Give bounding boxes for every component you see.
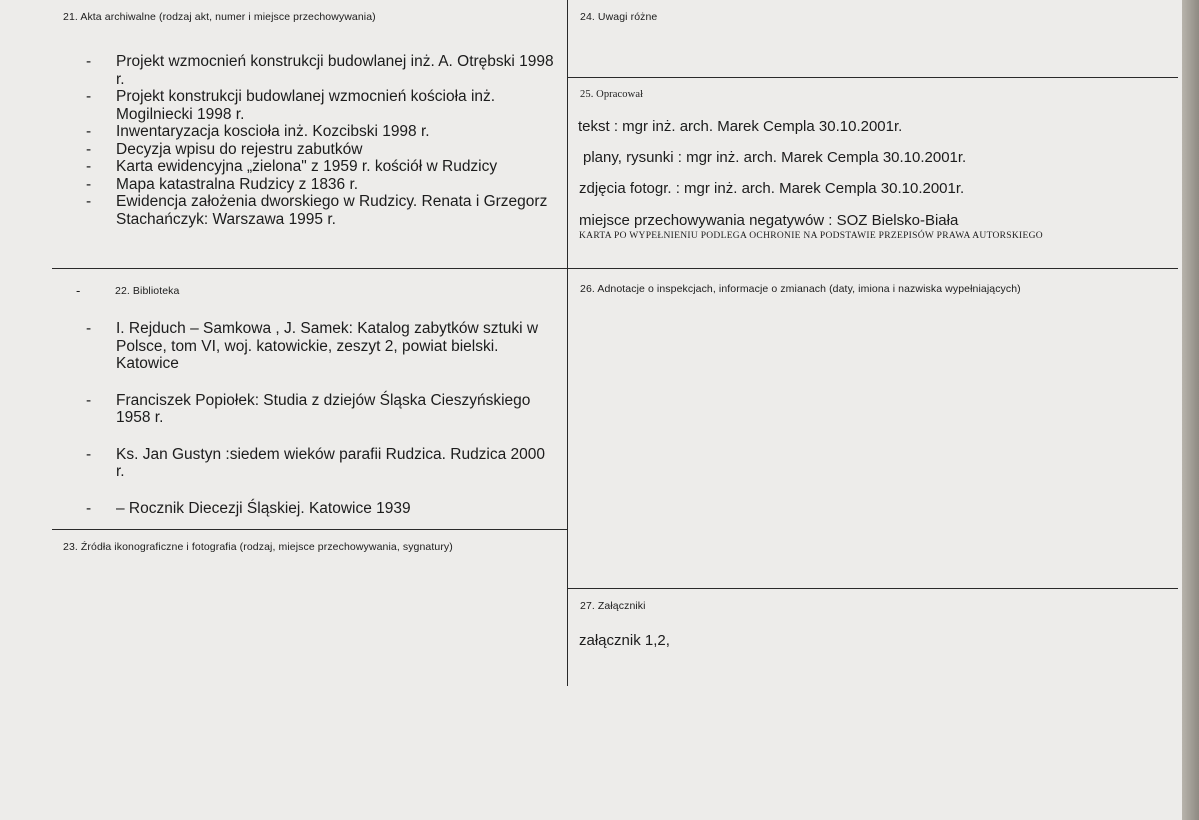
bullet-dash: - bbox=[86, 123, 92, 140]
copyright-note: KARTA PO WYPEŁNIENIU PODLEGA OCHRONIE NA PODSTAWIE PRZEPISÓW PRAWA AUTORSKIEGO bbox=[579, 231, 1043, 241]
divider-24-25 bbox=[567, 77, 1178, 78]
archival-record-item bbox=[86, 158, 556, 176]
section-27-heading: 27. Załączniki bbox=[580, 600, 646, 612]
library-item-text: Franciszek Popiołek: Studia z dziejów Śląska Cieszyńskiego 1958 r. bbox=[116, 391, 531, 426]
stray-dash: - bbox=[76, 283, 81, 298]
archival-record-item bbox=[86, 88, 556, 123]
archival-record-item bbox=[86, 141, 556, 159]
archival-records-list bbox=[86, 53, 556, 228]
library-item bbox=[86, 446, 556, 481]
library-item-text: – Rocznik Diecezji Śląskiej. Katowice 1939 bbox=[116, 499, 411, 517]
library-item bbox=[86, 320, 556, 373]
bullet-dash: - bbox=[86, 175, 92, 193]
library-item bbox=[86, 392, 556, 427]
divider-21-22 bbox=[52, 268, 1178, 269]
archival-record-item bbox=[86, 176, 556, 194]
bullet-dash: - bbox=[86, 158, 92, 175]
library-list bbox=[86, 320, 556, 536]
bullet-dash: - bbox=[86, 320, 92, 337]
negatives-storage-line: miejsce przechowywania negatywów : SOZ Bielsko-Biała bbox=[579, 212, 959, 229]
divider-26-27 bbox=[567, 588, 1178, 589]
attachments-value: załącznik 1,2, bbox=[579, 632, 670, 649]
library-item-text: I. Rejduch – Samkowa , J. Samek: Katalog zabytków sztuki w Polsce, tom VI, woj. katowickie, zeszyt 2, powiat bielski. Katowice bbox=[116, 320, 539, 372]
section-24-heading: 24. Uwagi różne bbox=[580, 11, 658, 23]
archival-record-item-text: Projekt konstrukcji budowlanej wzmocnień kościoła inż. Mogilniecki 1998 r. bbox=[116, 88, 496, 123]
bullet-dash: - bbox=[86, 499, 92, 517]
section-21-heading: 21. Akta archiwalne (rodzaj akt, numer i miejsce przechowywania) bbox=[63, 11, 376, 23]
archival-record-item bbox=[86, 123, 556, 141]
archival-record-item-text: Inwentaryzacja koscioła inż. Kozcibski 1998 r. bbox=[116, 123, 430, 140]
author-photos-line: zdjęcia fotogr. : mgr inż. arch. Marek Cempla 30.10.2001r. bbox=[579, 180, 965, 197]
archival-record-item-text: Ewidencja założenia dworskiego w Rudzicy. Renata i Grzegorz Stachańczyk: Warszawa 1995 r. bbox=[116, 193, 548, 228]
section-25-heading: 25. Opracował bbox=[580, 89, 644, 100]
archival-record-item bbox=[86, 193, 556, 228]
archival-record-item-text: Mapa katastralna Rudzicy z 1836 r. bbox=[116, 175, 359, 193]
scan-edge bbox=[1182, 0, 1199, 820]
bullet-dash: - bbox=[86, 193, 92, 210]
archival-record-item-text: Projekt wzmocnień konstrukcji budowlanej inż. A. Otrębski 1998 r. bbox=[116, 53, 554, 88]
bullet-dash: - bbox=[86, 88, 92, 105]
archival-record-item bbox=[86, 53, 556, 88]
section-22-heading: 22. Biblioteka bbox=[115, 285, 180, 297]
library-item bbox=[86, 500, 556, 518]
bullet-dash: - bbox=[86, 53, 92, 70]
section-26-heading: 26. Adnotacje o inspekcjach, informacje o zmianach (daty, imiona i nazwiska wypełniających) bbox=[580, 283, 1021, 295]
bullet-dash: - bbox=[86, 391, 92, 409]
author-plans-line: plany, rysunki : mgr inż. arch. Marek Cempla 30.10.2001r. bbox=[583, 149, 967, 166]
center-divider bbox=[567, 0, 568, 686]
bullet-dash: - bbox=[86, 140, 92, 158]
archival-record-item-text: Decyzja wpisu do rejestru zabutków bbox=[116, 140, 363, 158]
archival-record-item-text: Karta ewidencyjna „zielona" z 1959 r. kościół w Rudzicy bbox=[116, 158, 498, 175]
author-text-line: tekst : mgr inż. arch. Marek Cempla 30.10.2001r. bbox=[578, 118, 903, 135]
section-23-heading: 23. Źródła ikonograficzne i fotografia (rodzaj, miejsce przechowywania, sygnatury) bbox=[63, 541, 453, 553]
bullet-dash: - bbox=[86, 445, 92, 463]
library-item-text: Ks. Jan Gustyn :siedem wieków parafii Rudzica. Rudzica 2000 r. bbox=[116, 445, 546, 480]
